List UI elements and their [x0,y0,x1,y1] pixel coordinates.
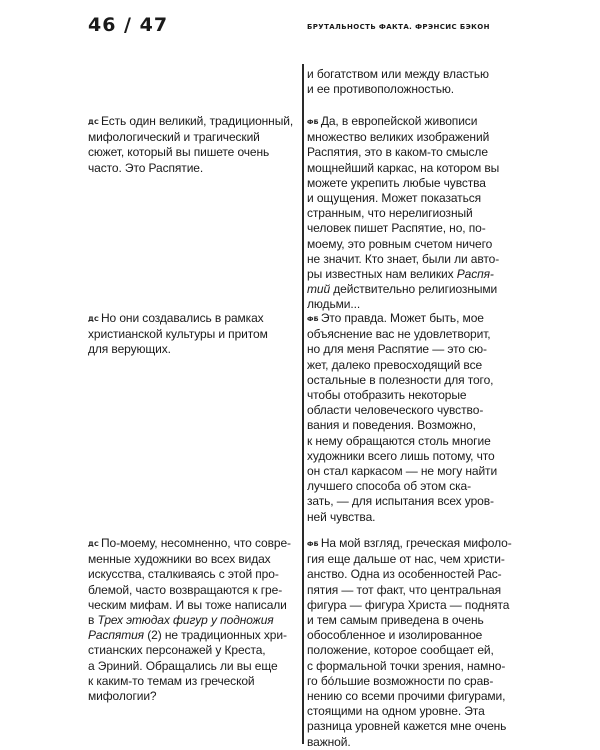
text-line: к каким-то темам из греческой [88,673,255,688]
text-line: гия еще дальше от нас, чем христи- [307,552,505,567]
text-line: людьми... [307,297,361,312]
interviewer-question-2 [88,311,300,358]
speaker-label-bacon: ФБ [307,315,319,323]
text-line: а Эриний. Обращались ли вы еще [88,658,278,673]
bacon-answer-2 [307,311,519,525]
text-line: действительно религиозными [333,282,498,297]
text-line: блемой, часто возвращаются к гре- [88,582,283,597]
text-line: ры известных нам великих [307,267,457,282]
speaker-label-interviewer: ДС [88,315,99,323]
text-line: лучшего способа об этом ска- [307,479,472,494]
text-line: чтобы отобразить некоторые [307,388,467,403]
column-divider [302,64,304,744]
text-line: важной. [307,734,351,749]
speaker-label-interviewer: ДС [88,540,99,548]
text-line: можете укрепить любые чувства [307,175,486,190]
text-line: множество великих изображений [307,130,490,145]
text-line: не традиционных хри- [164,628,287,643]
italic-title: Распятия [88,628,144,643]
text-line: стианских персонажей у Креста, [88,643,266,658]
text-line: и тем самым приведена в очень [307,613,484,628]
interviewer-question-1 [88,114,300,176]
text-line: художники всего лишь потому, что [307,448,495,463]
text-line: моему, это ровным счетом ничего [307,236,493,251]
text-line: вания и поведения. Возможно, [307,418,476,433]
text-line: По-моему, несомненно, что совре- [100,536,291,550]
text-line: ней чувства. [307,509,376,524]
text-line: области человеческого чувствo- [307,403,484,418]
text-line: нению со всеми прочими фигурами, [307,689,506,704]
text-line: человек пишет Распятие, но, по- [307,221,486,236]
text-line: пятия — тот факт, что центральная [307,582,501,597]
text-line: положение, которое сообщает ей, [307,643,494,658]
text-line: он стал каркасом — не могу найти [307,464,498,479]
text-line: для верующих. [88,342,171,357]
answer-carryover [307,67,519,97]
text-line: христианской культуры и притом [88,327,268,342]
text-line: зать, — для испытания всех уров- [307,494,494,509]
figure-reference: (2) [143,628,162,643]
text-line: Но они создавались в рамках [100,311,264,325]
text-line: объяснение вас не удовлетворит, [307,327,491,342]
text-line: анство. Одна из особенностей Рас- [307,567,502,582]
text-line: мощнейший каркас, на котором вы [307,160,500,175]
text-line: к нему обращаются столь многие [307,433,491,448]
text-line: мифологии? [88,689,157,704]
page-numbers: 46 / 47 [88,14,169,36]
text-line: искусства, сталкиваясь с этой про- [88,567,279,582]
text-line: не значит. Кто знает, были ли авто- [307,251,500,266]
text-line: Есть один великий, традиционный, [100,114,294,128]
text-line: но для меня Распятие — это сю- [307,342,487,357]
speaker-label-interviewer: ДС [88,118,99,126]
text-line: фигура — фигура Христа — поднята [307,597,510,612]
italic-title: Трех этюдах фигур у подножия [97,613,274,628]
speaker-label-bacon: ФБ [307,118,319,126]
speaker-label-bacon: ФБ [307,540,319,548]
bacon-answer-3 [307,536,519,750]
bacon-answer-1 [307,114,519,313]
text-line: Это правда. Может быть, мое [320,311,484,325]
text-line: часто. Это Распятие. [88,160,204,175]
text-line: жет, далеко превосходящий все [307,357,483,372]
text-line: менные художники во всех видах [88,552,271,567]
text-line: обособленное и изолированное [307,628,483,643]
running-title: БРУТАЛЬНОСТЬ ФАКТА. ФРЭНСИС БЭКОН [307,23,490,31]
text-line: странным, что нерелигиозный [307,206,473,221]
text-line: в [88,613,98,628]
text-line: с формальной точки зрения, намно- [307,658,506,673]
text-line: Да, в европейской живописи [320,114,478,128]
text-line: ческим мифам. И вы тоже написали [88,597,287,612]
text-line: и богатством или между властью [307,67,489,81]
text-line: Распятия, это в каком-то смысле [307,145,488,160]
text-line: На мой взгляд, греческая мифоло- [320,536,512,550]
italic-title: Распя- [456,267,494,282]
text-line: остальные в полезности для того, [307,372,494,387]
interviewer-question-3 [88,536,300,704]
text-line: разница уровней кажется мне очень [307,719,507,734]
text-line: и ощущения. Может показаться [307,191,482,206]
text-line: сюжет, который вы пишете очень [88,145,270,160]
text-line: и ее противоположностью. [307,82,455,97]
text-line: мифологический и трагический [88,130,260,145]
text-line: стоящими на одном уровне. Эта [307,704,485,719]
text-line: го бóльшие возможности по срав- [307,673,494,688]
italic-title: тий [307,282,331,297]
